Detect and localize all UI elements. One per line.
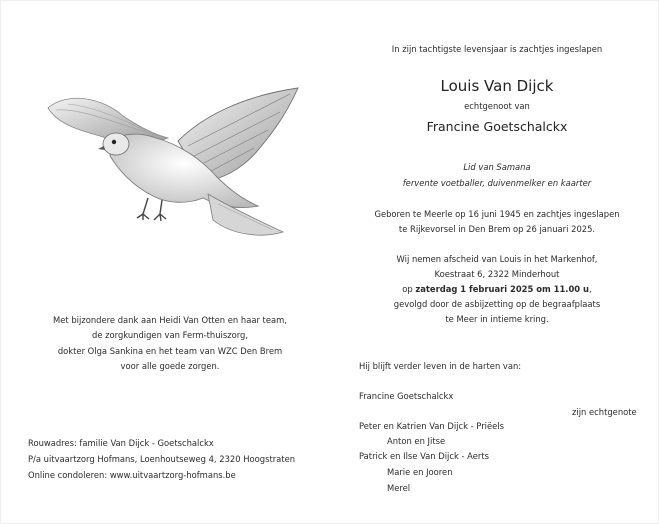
thanks-line-3: dokter Olga Sankina en het team van WZC Den Brem	[57, 346, 283, 356]
farewell-date: zaterdag 1 februari 2025 om 11.00 u	[415, 284, 590, 294]
born-line-2: te Rijkevorsel in Den Brem op 26 januari 2025.	[398, 224, 596, 234]
family-grandkids-2a: Marie en Jooren	[387, 467, 453, 477]
farewell-line-4: gevolgd door de asbijzetting op de begraafplaats	[393, 299, 601, 309]
farewell-line-2: Koestraat 6, 2322 Minderhout	[434, 269, 560, 279]
contact-line-3: Online condoleren: www.uitvaartzorg-hofmans.be	[28, 470, 236, 480]
farewell-line-5: te Meer in intieme kring.	[445, 314, 549, 324]
deceased-name: Louis Van Dijck	[440, 77, 554, 95]
farewell-line-3-pre: op	[402, 284, 416, 294]
family-spouse-role: zijn echtgenote	[572, 407, 637, 417]
family-spouse-name: Francine Goetschalckx	[359, 391, 454, 401]
dove-illustration-icon	[28, 86, 308, 242]
intro-text: In zijn tachtigste levensjaar is zachtjes ingeslapen	[391, 44, 603, 54]
spouse-name: Francine Goetschalckx	[426, 119, 568, 134]
family-child-1: Peter en Katrien Van Dijck - Priëels	[359, 421, 504, 431]
lives-on-text: Hij blijft verder leven in de harten van:	[359, 361, 522, 371]
farewell-line-3-post: ,	[589, 284, 592, 294]
family-grandkids-2b: Merel	[387, 483, 411, 493]
family-grandkids-1: Anton en Jitse	[387, 436, 446, 446]
membership-line-1: Lid van Samana	[463, 162, 531, 172]
thanks-line-1: Met bijzondere dank aan Heidi Van Otten en haar team,	[53, 315, 287, 325]
family-child-2: Patrick en Ilse Van Dijck - Aerts	[359, 451, 489, 461]
farewell-line-1: Wij nemen afscheid van Louis in het Markenhof,	[396, 254, 598, 264]
farewell-line-3	[352, 284, 642, 295]
thanks-line-4: voor alle goede zorgen.	[120, 361, 220, 371]
membership-line-2: fervente voetballer, duivenmelker en kaarter	[402, 178, 592, 188]
thanks-line-2: de zorgkundigen van Ferm-thuiszorg,	[92, 330, 248, 340]
contact-line-2: P/a uitvaartzorg Hofmans, Loenhoutseweg 4, 2320 Hoogstraten	[28, 454, 296, 464]
contact-line-1: Rouwadres: familie Van Dijck - Goetschalckx	[28, 438, 214, 448]
relation-text: echtgenoot van	[464, 101, 530, 111]
born-line-1: Geboren te Meerle op 16 juni 1945 en zachtjes ingeslapen	[374, 209, 620, 219]
